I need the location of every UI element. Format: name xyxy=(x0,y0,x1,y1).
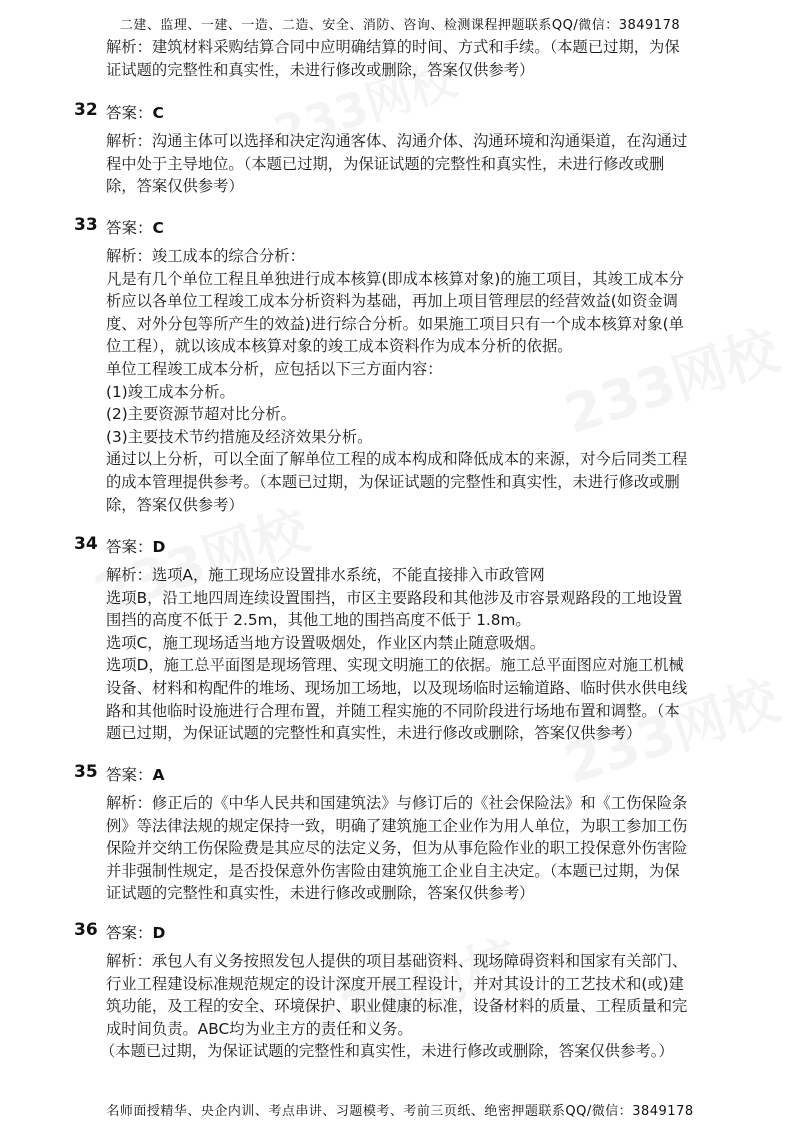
text-line: (2)主要资源节超对比分析。 xyxy=(106,405,296,424)
question-number: 34 xyxy=(74,534,98,554)
text-line: 题已过期，为保证试题的完整性和真实性，未进行修改或删除，答案仅供参考） xyxy=(106,724,642,743)
question-explanation xyxy=(106,564,724,745)
text-line: 解析：竣工成本的综合分析： xyxy=(106,247,305,265)
text-line: 的成本管理提供参考。（本题已过期，为保证试题的完整性和真实性，未进行修改或删 xyxy=(106,472,680,491)
text-line: 成时间负责。ABC均为业主方的责任和义务。 xyxy=(106,1019,413,1038)
answer-label: 答案： xyxy=(106,538,153,556)
answer-label: 答案： xyxy=(106,766,153,784)
text-line: 解析：修正后的《中华人民共和国建筑法》与修订后的《社会保险法》和《工伤保险条 xyxy=(106,794,688,812)
intro-explanation xyxy=(106,36,724,81)
answer-value: C xyxy=(152,219,164,237)
text-line: (1)竣工成本分析。 xyxy=(106,382,235,401)
text-line: 度、对外分包等所产生的效益)进行综合分析。如果施工项目只有一个成本核算对象(单 xyxy=(106,314,684,333)
answer-label: 答案： xyxy=(106,924,153,942)
answer-value: C xyxy=(152,104,164,122)
page-header: 二建、监理、一建、一造、二造、安全、消防、咨询、检测课程押题联系QQ/微信：3849178 xyxy=(119,18,681,33)
text-line: 解析：建筑材料采购结算合同中应明确结算的时间、方式和手续。（本题已过期，为保 xyxy=(106,38,680,56)
text-line: 单位工程竣工成本分析，应包括以下三方面内容： xyxy=(106,359,443,378)
answer-line xyxy=(106,535,165,557)
text-line: 通过以上分析，可以全面了解单位工程的成本构成和降低成本的来源，对今后同类工程 xyxy=(106,450,688,469)
question-explanation xyxy=(106,245,724,516)
text-line: 选项D，施工总平面图是现场管理、实现文明施工的依据。施工总平面图应对施工机械 xyxy=(106,656,684,675)
answer-value: D xyxy=(152,538,166,556)
answer-line xyxy=(106,763,165,785)
answer-value: A xyxy=(152,766,165,784)
page-footer: 名师面授精华、央企内训、考点串讲、习题模考、考前三页纸、绝密押题联系QQ/微信：3849178 xyxy=(106,1104,694,1119)
question-number: 33 xyxy=(74,215,98,235)
text-line: 并非强制性规定，是否投保意外伤害险由建筑施工企业自主决定。（本题已过期，为保 xyxy=(106,861,680,880)
text-line: 选项B，沿工地四周连续设置围挡，市区主要路段和其他涉及市容景观路段的工地设置 xyxy=(106,588,683,607)
answer-line xyxy=(106,216,164,238)
text-line: 保险并交纳工伤保险费是其应尽的法定义务，但为从事危险作业的职工投保意外伤害险 xyxy=(106,839,688,858)
text-line: 行业工程建设标准规范规定的设计深度开展工程设计，并对其设计的工艺技术和(或)建 xyxy=(106,974,684,993)
text-line: 解析：沟通主体可以选择和决定沟通客体、沟通介体、沟通环境和沟通渠道，在沟通过 xyxy=(106,132,688,150)
text-line: 除，答案仅供参考） xyxy=(106,177,244,196)
question-explanation xyxy=(100,950,724,1063)
text-line: 证试题的完整性和真实性，未进行修改或删除，答案仅供参考） xyxy=(106,884,535,903)
text-line: 程中处于主导地位。（本题已过期，为保证试题的完整性和真实性，未进行修改或删 xyxy=(106,154,665,173)
answer-line xyxy=(106,101,164,123)
text-line: (3)主要技术节约措施及经济效果分析。 xyxy=(106,427,373,446)
text-line: 解析：选项A，施工现场应设置排水系统，不能直接排入市政管网 xyxy=(106,566,545,584)
text-line: 路和其他临时设施进行合理布置，并随工程实施的不同阶段进行场地布置和调整。（本 xyxy=(106,701,680,720)
text-line: 除，答案仅供参考） xyxy=(106,495,244,514)
answer-label: 答案： xyxy=(106,104,153,122)
question-number: 36 xyxy=(74,920,98,940)
text-line: 证试题的完整性和真实性，未进行修改或删除，答案仅供参考） xyxy=(106,60,535,79)
text-line: 围挡的高度不低于 2.5m，其他工地的围挡高度不低于 1.8m。 xyxy=(106,611,531,630)
question-number: 35 xyxy=(74,762,98,782)
text-line: 选项C，施工现场适当地方设置吸烟处，作业区内禁止随意吸烟。 xyxy=(106,633,545,652)
answer-value: D xyxy=(152,924,166,942)
text-line: 筑功能，及工程的安全、环境保护、职业健康的标准，设备材料的质量、工程质量和完 xyxy=(106,997,688,1016)
text-line: 设备、材料和构配件的堆场、现场加工场地，以及现场临时运输道路、临时供水供电线 xyxy=(106,678,688,697)
text-line: 位工程），就以该成本核算对象的竣工成本资料作为成本分析的依据。 xyxy=(106,337,573,356)
answer-label: 答案： xyxy=(106,219,153,237)
question-number: 32 xyxy=(74,100,98,120)
question-explanation xyxy=(106,130,724,198)
text-line: 例》等法律法规的规定保持一致，明确了建筑施工企业作为用人单位，为职工参加工伤 xyxy=(106,816,688,835)
question-explanation xyxy=(106,792,724,905)
text-line: 析应以各单位工程竣工成本分析资料为基础，再加上项目管理层的经营效益(如资金调 xyxy=(106,292,678,311)
text-line: 凡是有几个单位工程且单独进行成本核算(即成本核算对象)的施工项目，其竣工成本分 xyxy=(106,269,684,288)
text-line: 解析：承包人有义务按照发包人提供的项目基础资料、现场障碍资料和国家有关部门、 xyxy=(106,952,688,970)
text-line: （本题已过期，为保证试题的完整性和真实性，未进行修改或删除，答案仅供参考。） xyxy=(100,1042,674,1061)
answer-line xyxy=(106,921,165,943)
